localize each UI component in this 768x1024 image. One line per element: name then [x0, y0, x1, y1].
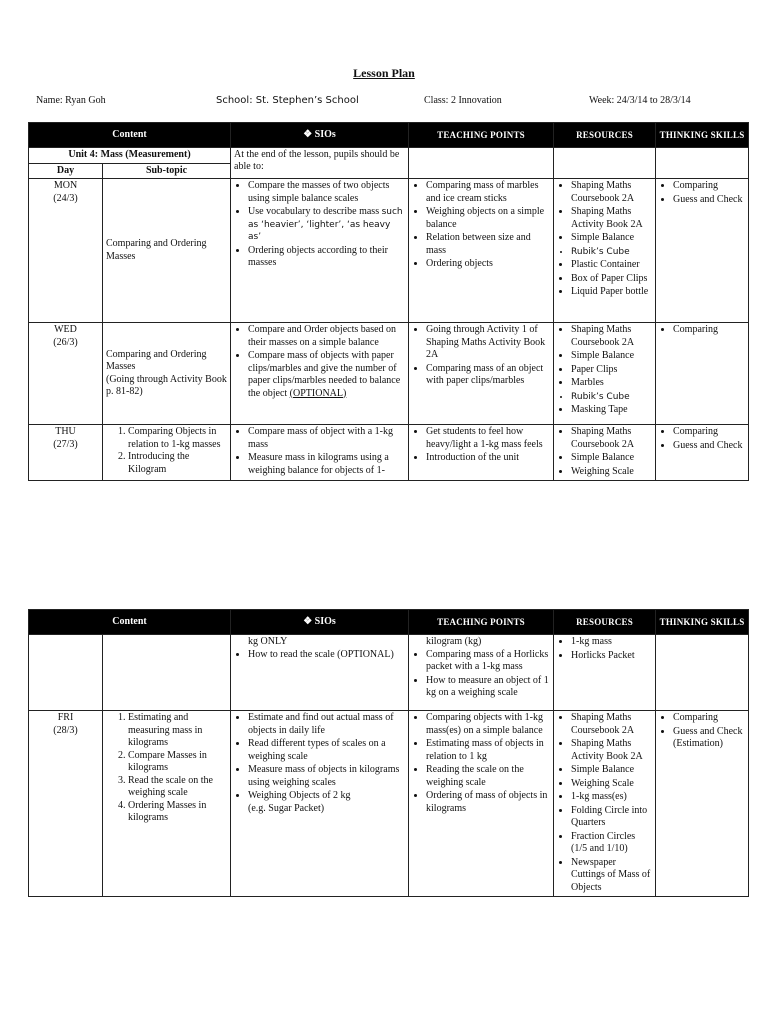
list-item: • 1-kg mass [571, 636, 652, 649]
sios-cell [231, 323, 409, 425]
day-date: (27/3) [53, 438, 78, 450]
teacher-name: Name: Ryan Goh [36, 95, 106, 106]
header-sios: ❖ SIOs [231, 123, 409, 148]
list-item: • Guess and Check [673, 440, 745, 453]
day-date: (26/3) [53, 336, 78, 348]
list-item: • Paper Clips [571, 364, 652, 377]
table-row-thu [29, 425, 749, 481]
sios-intro: At the end of the lesson, pupils should be able to: [231, 148, 409, 179]
list-item: • Guess and Check (Estimation) [673, 726, 745, 751]
empty-cell [409, 148, 554, 179]
subtopic-note: (Going through Activity Book p. 81-82) [106, 373, 227, 397]
header-thinking-skills: THINKING SKILLS [656, 123, 749, 148]
table-header-row [29, 123, 749, 148]
list-item: • Fraction Circles (1/5 and 1/10) [571, 831, 652, 856]
day-date: (24/3) [53, 192, 78, 204]
list-item [248, 350, 405, 400]
day-name: WED [54, 324, 77, 335]
header-content: Content [29, 610, 231, 635]
list-item: • Shaping Maths Coursebook 2A [571, 324, 652, 349]
resources-cell [554, 711, 656, 897]
list-item: • Shaping Maths Coursebook 2A [571, 180, 652, 205]
day-cell [29, 179, 103, 323]
list-item: 1. Comparing Objects in relation to 1-kg masses [128, 426, 227, 451]
list-item: • Ordering of mass of objects in kilograms [426, 790, 550, 815]
list-item: • 1-kg mass(es) [571, 791, 652, 804]
day-name: FRI [57, 712, 74, 723]
empty-cell [103, 635, 231, 711]
list-item: • Introduction of the unit [426, 452, 550, 465]
thinking-cell [656, 179, 749, 323]
continued-text: kilogram (kg) [426, 636, 482, 647]
list-item: • Simple Balance [571, 232, 652, 245]
sios-cell [231, 635, 409, 711]
list-item: • Simple Balance [571, 350, 652, 363]
teaching-cell [409, 323, 554, 425]
list-item [248, 206, 405, 244]
list-item: • Marbles [571, 377, 652, 390]
list-item: • Read different types of scales on a weighing scale [248, 738, 405, 763]
handwritten-text: such as ‘heavier’, ‘lighter’, ‘as heavy as’ [248, 207, 403, 242]
list-item: • Comparing [673, 712, 745, 725]
list-item: • Box of Paper Clips [571, 273, 652, 286]
header-teaching-points: TEACHING POINTS [409, 123, 554, 148]
list-item: • Masking Tape [571, 404, 652, 417]
table-header-row [29, 610, 749, 635]
list-item: • Comparing [673, 180, 745, 193]
list-item: • Horlicks Packet [571, 650, 652, 663]
thinking-cell [656, 711, 749, 897]
header-resources: RESOURCES [554, 610, 656, 635]
optional-note: (OPTIONAL) [289, 387, 347, 399]
list-item: • Estimate and find out actual mass of objects in daily life [248, 712, 405, 737]
list-item: • Compare the masses of two objects using simple balance scales [248, 180, 405, 205]
list-item: • Ordering objects according to their masses [248, 245, 405, 270]
sios-cell [231, 711, 409, 897]
list-item-text: • Weighing Objects of 2 kg [248, 790, 351, 801]
list-item: • Comparing mass of marbles and ice cream sticks [426, 180, 550, 205]
continued-text: kg ONLY [248, 636, 288, 647]
list-item: • Simple Balance [571, 764, 652, 777]
list-item [248, 790, 405, 815]
list-item: • Weighing Scale [571, 778, 652, 791]
day-label: Day [29, 163, 103, 179]
lesson-plan-table-2 [28, 609, 749, 897]
list-item: • Simple Balance [571, 452, 652, 465]
list-item: • Relation between size and mass [426, 232, 550, 257]
list-item: • Measure mass of objects in kilograms using weighing scales [248, 764, 405, 789]
list-item: • Reading the scale on the weighing scale [426, 764, 550, 789]
list-item: • Rubik’s Cube [571, 391, 652, 404]
list-item: • Comparing mass of a Horlicks packet with a 1-kg mass [426, 649, 550, 674]
empty-cell [656, 148, 749, 179]
list-item: • Guess and Check [673, 194, 745, 207]
day-date: (28/3) [53, 724, 78, 736]
list-item: • Comparing [673, 426, 745, 439]
list-item: • Comparing objects with 1-kg mass(es) on a simple balance [426, 712, 550, 737]
list-item: • Estimating mass of objects in relation to 1 kg [426, 738, 550, 763]
thinking-cell [656, 323, 749, 425]
subtopic-cell [103, 711, 231, 897]
sios-cell [231, 179, 409, 323]
list-item: • Plastic Container [571, 259, 652, 272]
list-item: • Weighing Scale [571, 466, 652, 479]
resources-cell [554, 323, 656, 425]
day-cell [29, 323, 103, 425]
list-item: • Ordering objects [426, 258, 550, 271]
week-range: Week: 24/3/14 to 28/3/14 [589, 95, 691, 106]
list-item: • Comparing mass of an object with paper clips/marbles [426, 363, 550, 388]
table-row-mon [29, 179, 749, 323]
class-name: Class: 2 Innovation [424, 95, 502, 106]
list-item-text: Compare mass of objects with paper clips/marbles and give the number of paper clips/marbles needed to balance the object [248, 350, 401, 399]
list-item: • Shaping Maths Coursebook 2A [571, 712, 652, 737]
teaching-cell [409, 635, 554, 711]
page-title: Lesson Plan [353, 66, 415, 80]
empty-cell [554, 148, 656, 179]
list-item: • Shaping Maths Coursebook 2A [571, 426, 652, 451]
table-row-fri [29, 711, 749, 897]
day-name: MON [53, 180, 78, 191]
list-item: 4. Ordering Masses in kilograms [128, 800, 227, 825]
header-teaching-points: TEACHING POINTS [409, 610, 554, 635]
subtopic-cell [103, 323, 231, 425]
list-item: • Compare and Order objects based on their masses on a simple balance [248, 324, 405, 349]
sios-cell [231, 425, 409, 481]
list-item: • Newspaper Cuttings of Mass of Objects [571, 857, 652, 895]
day-cell [29, 711, 103, 897]
list-item: • Folding Circle into Quarters [571, 805, 652, 830]
list-item: • Rubik’s Cube [571, 246, 652, 259]
header-thinking-skills: THINKING SKILLS [656, 610, 749, 635]
empty-cell [29, 635, 103, 711]
school-name: School: St. Stephen’s School [216, 95, 359, 106]
subtopic-cell: Comparing and Ordering Masses [103, 179, 231, 323]
resources-cell [554, 425, 656, 481]
list-item: • Comparing [673, 324, 745, 337]
teaching-cell [409, 425, 554, 481]
list-item: • How to measure an object of 1 kg on a weighing scale [426, 675, 550, 700]
list-item: • Compare mass of object with a 1-kg mass [248, 426, 405, 451]
day-name: THU [55, 426, 76, 437]
list-item: • Going through Activity 1 of Shaping Maths Activity Book 2A [426, 324, 550, 362]
list-item: 2. Compare Masses in kilograms [128, 750, 227, 775]
list-item: 3. Read the scale on the weighing scale [128, 775, 227, 800]
resources-cell [554, 635, 656, 711]
resources-cell [554, 179, 656, 323]
unit-row [29, 148, 749, 164]
list-item: • Weighing objects on a simple balance [426, 206, 550, 231]
day-cell [29, 425, 103, 481]
empty-cell [656, 635, 749, 711]
subtopic-cell [103, 425, 231, 481]
list-item: • Shaping Maths Activity Book 2A [571, 206, 652, 231]
list-item-note: (e.g. Sugar Packet) [248, 802, 325, 814]
list-item: • Liquid Paper bottle [571, 286, 652, 299]
subtopic-title: Comparing and Ordering Masses [106, 348, 207, 372]
subtopic-label: Sub-topic [103, 163, 231, 179]
teaching-cell [409, 711, 554, 897]
header-resources: RESOURCES [554, 123, 656, 148]
list-item: • How to read the scale (OPTIONAL) [248, 649, 405, 662]
table-row-wed [29, 323, 749, 425]
header-sios: ❖ SIOs [231, 610, 409, 635]
list-item: 2. Introducing the Kilogram [128, 451, 227, 476]
list-item: • Measure mass in kilograms using a weighing balance for objects of 1- [248, 452, 405, 477]
list-item-text: Use vocabulary to describe mass [248, 206, 380, 217]
unit-title: Unit 4: Mass (Measurement) [29, 148, 231, 164]
table-row-thu-continued [29, 635, 749, 711]
teaching-cell [409, 179, 554, 323]
thinking-cell [656, 425, 749, 481]
header-content: Content [29, 123, 231, 148]
lesson-plan-table-1 [28, 122, 749, 481]
list-item: 1. Estimating and measuring mass in kilograms [128, 712, 227, 750]
list-item: • Get students to feel how heavy/light a 1-kg mass feels [426, 426, 550, 451]
list-item: • Shaping Maths Activity Book 2A [571, 738, 652, 763]
